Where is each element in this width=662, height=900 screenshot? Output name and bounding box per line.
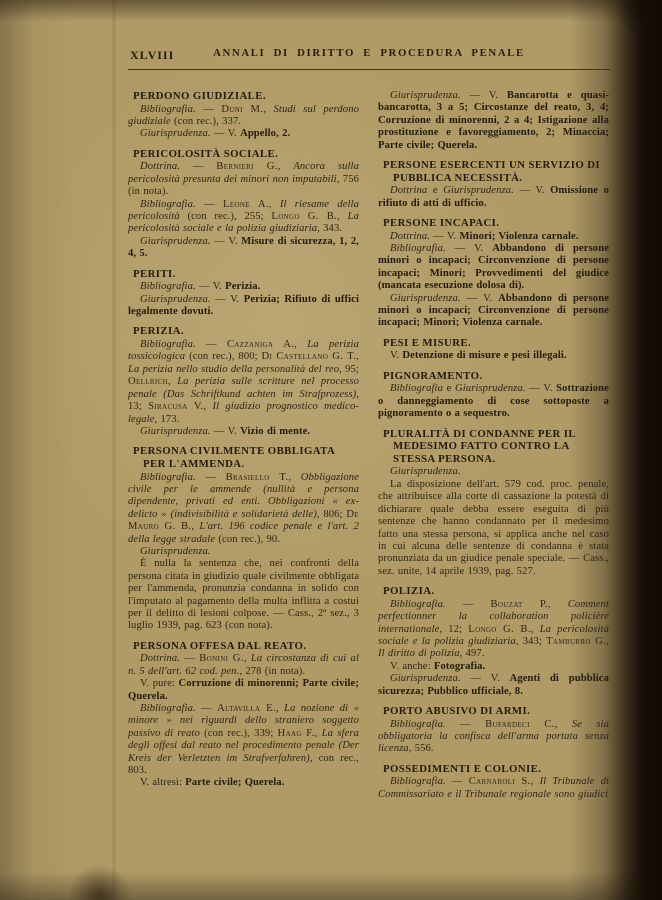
header-rule <box>128 69 610 70</box>
index-entry <box>128 325 359 438</box>
text-segment: , <box>530 776 540 788</box>
text-segment: Giurisprudenza. <box>140 293 211 305</box>
text-segment: , 497. <box>459 648 485 660</box>
page-fold-shadow <box>112 0 116 900</box>
text-segment: (con rec.), 800; <box>185 351 262 363</box>
entry-paragraph <box>128 128 359 140</box>
text-segment: Bibliografia. <box>140 281 196 293</box>
text-segment: Cazzaniga A. <box>226 339 295 351</box>
text-segment: , <box>168 376 178 388</box>
text-segment: e <box>443 383 455 395</box>
text-segment: La perizia nello studio della personalità del reo <box>128 363 340 375</box>
text-segment: Il diritto di polizia <box>378 648 460 660</box>
text-segment: De Mauro G. B. <box>128 508 360 533</box>
index-entry <box>128 90 359 141</box>
text-segment: — <box>445 598 491 610</box>
entry-heading: PLURALITÀ DI CONDANNE PER IL MEDESIMO FATTO CONTRO LA STESSA PERSONA. <box>383 427 576 465</box>
text-segment: — V. <box>513 185 551 197</box>
entry-paragraph <box>378 293 609 330</box>
entry-paragraph <box>128 281 359 293</box>
text-segment: Leone A. <box>223 198 269 210</box>
text-segment: Misure di sicurezza, 1, 2, 4, 5. <box>128 235 359 260</box>
entry-paragraph <box>128 294 359 319</box>
text-segment: — V. <box>445 243 493 255</box>
text-segment: Fotografia. <box>433 660 486 672</box>
text-segment: Longo G. B. <box>468 623 531 635</box>
entry-paragraph <box>128 558 359 632</box>
text-segment: Bibliografia. <box>390 718 446 730</box>
entry-paragraph <box>378 350 609 362</box>
text-segment: Bibliografia. <box>140 103 196 115</box>
text-segment: V. <box>390 350 403 362</box>
index-entry <box>378 337 609 363</box>
entry-heading: PERICOLOSITÀ SOCIALE. <box>133 147 279 160</box>
text-segment: — V. <box>210 128 241 140</box>
entry-paragraph <box>128 703 359 777</box>
entry-paragraph <box>378 383 609 420</box>
text-segment: Bancarotta e quasi-bancarotta, 3 a 5; Circostanze del reato, 3, 4; Corruzione di minorenni, 2 a 4; Istigazione alla prostituzione e favoreggiamento, 2; Minaccia; Parte civile; Querela. <box>378 90 609 151</box>
text-segment: — <box>180 653 200 665</box>
text-segment: Giurisprudenza. <box>390 673 461 685</box>
text-segment: , 556. <box>408 743 434 755</box>
entry-heading: PERSONE ESERCENTI UN SERVIZIO DI PUBBLICA NECESSITÀ. <box>383 159 601 184</box>
index-entry <box>128 148 359 261</box>
text-segment: , con rec., 803. <box>128 752 359 777</box>
text-segment: Bouzat P. <box>490 598 548 610</box>
text-segment: Carnaroli S. <box>468 776 531 788</box>
text-segment: — V. <box>210 293 244 305</box>
text-segment: Detenzione di misure e pesi illegali. <box>402 350 567 362</box>
text-segment: Oellrich <box>128 376 169 388</box>
text-segment: Il riesame della pericolosità <box>128 198 360 223</box>
text-segment: L'art. 196 codice penale e l'art. 2 della legge stradale <box>128 521 359 545</box>
entry-heading: PERSONA OFFESA DAL REATO. <box>133 639 307 652</box>
text-segment: — <box>195 103 222 115</box>
text-segment: La perizia sulle scritture nel processo penale (Das Schriftkund achten im Strafprozess) <box>128 376 360 400</box>
text-segment: Giurisprudenza. <box>390 466 461 478</box>
index-entry <box>128 445 359 632</box>
entry-heading: PERITI. <box>133 267 176 280</box>
text-segment: La sfera degli offesi dal reato nel procedimento penale (Der Kreis der Verletzten im Strafverfahren) <box>128 727 359 764</box>
text-segment: , 278 (in nota). <box>239 665 306 677</box>
index-entry <box>378 585 609 698</box>
text-segment: — <box>195 198 223 210</box>
text-segment: — V. <box>210 425 241 437</box>
text-segment: , <box>243 653 251 665</box>
entry-heading: POSSEDIMENTI E COLONIE. <box>383 762 542 775</box>
index-entry <box>378 763 609 801</box>
entry-paragraph <box>378 673 609 698</box>
text-segment: , 343; <box>515 635 547 647</box>
text-segment: V. altresì: <box>140 777 186 789</box>
index-entry <box>128 640 359 790</box>
text-segment: Perizia; Rifiuto di uffici legalmente dovuti. <box>128 293 359 318</box>
text-segment: La circostanza di cui al n. 5 dell'art. 62 cod. pen. <box>128 653 359 677</box>
text-segment: Bibliografia. <box>140 198 196 210</box>
text-segment: Duni M. <box>221 103 264 115</box>
text-segment: — V. <box>460 673 510 685</box>
text-segment: È nulla la sentenza che, nei confronti della persona citata in giudizio quale civilmente obbligata per l'ammenda, pronunzia condanna in solido con l'imputato al pagamento della multa inflitta a costui per il delitto di lesioni colpose. — Cass., 2ª sez., 3 luglio 1939, pag. 623 (con nota). <box>128 558 359 632</box>
entry-heading: PERDONO GIUDIZIALE. <box>133 90 266 102</box>
text-segment: Dottrina. <box>140 161 181 173</box>
text-segment: , <box>530 623 540 635</box>
text-segment: Giurisprudenza. <box>455 383 526 395</box>
text-segment: Corruzione di minorenni; Parte civile; Querela. <box>128 678 359 702</box>
entry-paragraph <box>128 472 359 546</box>
text-segment: Perizia. <box>225 281 261 293</box>
text-segment: Omissione o rifiuto di atti di ufficio. <box>378 185 609 209</box>
text-segment: — V. <box>210 235 242 247</box>
text-segment: , <box>547 598 568 610</box>
entry-paragraph <box>128 199 359 236</box>
text-segment: , <box>606 635 609 647</box>
text-segment: Appello, 2. <box>240 128 291 140</box>
entry-heading: PERIZIA. <box>133 325 184 338</box>
text-segment: , <box>337 211 348 223</box>
text-segment: Giurisprudenza. <box>390 90 461 101</box>
text-segment: Longo G. B. <box>271 211 338 223</box>
text-segment: Studi sul perdono giudiziale <box>128 103 359 127</box>
text-segment: Bibliografia <box>390 383 443 395</box>
entry-paragraph <box>128 653 359 678</box>
text-segment: , <box>314 727 322 739</box>
text-segment: , 173. <box>154 413 180 425</box>
text-segment: Ancora sulla pericolosità presunta dei minori non imputabili <box>128 161 359 185</box>
text-segment: Tamburro G. <box>546 635 607 647</box>
entry-paragraph <box>128 104 359 129</box>
index-entry <box>378 705 609 756</box>
text-segment: La pericolosità sociale e la polizia giudiziaria <box>128 211 359 235</box>
text-segment: Abbandono di persone minori o incapaci; Circonvenzione di persone incapaci; Minori; Provvedimenti del giudice (mancata esecuzione dolosa di). <box>378 243 609 292</box>
text-segment: (con rec.), 255; <box>179 211 272 223</box>
text-segment: La pericolosità sociale e la polizia giudiziaria <box>378 623 609 647</box>
text-segment: , <box>294 339 308 351</box>
text-segment: (con rec.), 337. <box>170 116 242 127</box>
text-segment: , 12; <box>439 623 469 635</box>
text-segment: Dottrina. <box>140 653 181 665</box>
text-segment: Siracusa V. <box>148 401 204 413</box>
entry-paragraph <box>128 339 359 426</box>
text-segment: Il Tribunale di Commissariato e il Tribunale regionale sono giudici <box>378 776 610 800</box>
text-segment: Giurisprudenza. <box>443 185 514 197</box>
text-segment: Bibliografia. <box>390 598 446 610</box>
text-segment: — <box>180 161 217 173</box>
text-segment: Di Castellano G. T. <box>261 351 357 363</box>
text-segment: Abbandono di persone minori o incapaci; Circonvenzione di persone incapaci; Minori; Violenza carnale. <box>378 292 609 329</box>
entry-heading: POLIZIA. <box>383 585 435 598</box>
entry-paragraph <box>128 546 359 558</box>
entry-paragraph <box>128 777 359 789</box>
text-segment: Bibliografia. <box>390 776 446 788</box>
entry-paragraph <box>128 161 359 198</box>
text-segment: Il giudizio prognostico medico-legale <box>128 401 360 425</box>
text-segment: , 343. <box>317 223 343 235</box>
text-segment: Bonini G. <box>199 653 244 665</box>
text-segment: (con rec.), 339; <box>199 727 278 739</box>
entry-paragraph <box>378 719 609 756</box>
text-segment: , <box>275 703 285 714</box>
entry-heading: PERSONE INCAPACI. <box>383 217 500 230</box>
text-segment: Obbligazione civile per le ammende (nullità e persona dipendente, privati ed enti. Obbligazioni « ex-delicto » (indivisibilità e solidarietà delle) <box>128 471 359 520</box>
page-number: XLVIII <box>130 48 175 62</box>
text-segment: Agenti di pubblica sicurezza; Pubblico ufficiale, 8. <box>378 673 609 697</box>
text-segment: , 756 (in nota). <box>128 173 359 198</box>
entry-paragraph <box>378 243 609 293</box>
text-segment: Bernieri G. <box>216 161 278 173</box>
text-segment: (con rec.), 90. <box>215 533 281 545</box>
text-segment: Brasiello T. <box>225 471 289 483</box>
text-segment: — <box>445 718 486 730</box>
entry-paragraph <box>128 236 359 261</box>
column-left <box>128 90 359 808</box>
text-segment: Haag F. <box>277 727 315 739</box>
text-segment: — <box>195 339 227 351</box>
text-segment: Giurisprudenza. <box>140 425 211 437</box>
text-segment: — <box>445 776 469 788</box>
column-right <box>378 90 609 808</box>
entry-paragraph <box>378 776 609 801</box>
text-segment: , <box>263 103 274 115</box>
text-segment: , <box>191 521 200 533</box>
text-segment: , 95; <box>339 363 359 375</box>
entry-paragraph <box>378 185 609 210</box>
text-segment: — V. <box>430 230 460 242</box>
text-segment: — V. <box>525 383 557 395</box>
index-entry <box>378 428 609 578</box>
index-entry <box>378 217 609 330</box>
text-segment: , <box>356 351 359 363</box>
text-segment: Dottrina. <box>390 230 431 242</box>
entry-paragraph <box>128 426 359 438</box>
text-segment: Comment perfectionner la collaboration policière internationale <box>378 598 609 635</box>
text-segment: Minori; Violenza carnale. <box>459 230 579 242</box>
text-segment: Parte civile; Querela. <box>185 777 285 789</box>
entry-heading: PESI E MISURE. <box>383 336 472 349</box>
text-segment: Bufardeci C. <box>485 718 555 730</box>
entry-heading: PERSONA CIVILMENTE OBBLIGATA PER L'AMMENDA. <box>133 445 335 470</box>
entry-paragraph <box>378 661 609 673</box>
page-header <box>128 47 610 63</box>
entry-paragraph <box>378 231 609 243</box>
entry-paragraph <box>378 479 609 578</box>
text-segment: Giurisprudenza. <box>390 292 461 304</box>
text-segment: — <box>195 471 226 483</box>
text-segment: Giurisprudenza. <box>140 545 211 557</box>
text-segment: — V. <box>460 90 507 101</box>
text-segment: , <box>203 401 213 413</box>
entry-paragraph <box>378 466 609 478</box>
text-segment: , 806; <box>316 508 347 520</box>
index-columns <box>128 90 610 808</box>
index-entry <box>128 268 359 319</box>
text-segment: V. pure: <box>140 678 179 690</box>
text-segment: La nozione di « minore » nei riguardi dello straniero soggetto passivo di reato <box>128 703 359 739</box>
text-segment: La perizia tossicologica <box>128 339 359 363</box>
index-entry <box>378 159 609 210</box>
entry-paragraph <box>128 678 359 703</box>
index-entry <box>378 370 609 421</box>
entry-heading: PORTO ABUSIVO DI ARMI. <box>383 704 531 717</box>
text-segment: Bibliografia. <box>140 471 196 483</box>
index-entry <box>378 90 609 152</box>
book-page <box>128 47 610 808</box>
text-segment: , 13; <box>128 388 359 413</box>
text-segment: — V. <box>195 281 226 293</box>
text-segment: Vizio di mente. <box>240 425 311 437</box>
text-segment: V. anche: <box>390 660 434 672</box>
entry-heading: PIGNORAMENTO. <box>383 369 483 382</box>
text-segment: La disposizione dell'art. 579 cod. proc. penale, che attribuisce alla corte di cassazione la potestà di dichiarare quale debba essere eseguita di più sentenze che hanno condannato per il medesimo fatto una stessa persona, si applica anche nel caso in cui alcuna delle sentenze di condanna è stata pronunziata da un giudice penale speciale. — Cass., sez. unite, 14 aprile 1939, pag. 527. <box>378 478 609 577</box>
text-segment: Bibliografia. <box>140 703 196 714</box>
running-title: ANNALI DI DIRITTO E PROCEDURA PENALE <box>213 47 525 59</box>
text-segment: Bibliografia. <box>390 243 446 255</box>
entry-paragraph <box>378 599 609 661</box>
text-segment: , <box>288 471 301 483</box>
text-segment: — <box>195 703 218 714</box>
text-segment: , <box>277 161 294 173</box>
text-segment: Dottrina <box>390 185 428 197</box>
text-segment: Bibliografia. <box>140 339 196 351</box>
text-segment: — V. <box>460 292 499 304</box>
text-segment: Altavilla E. <box>217 703 276 714</box>
text-segment: e <box>427 185 444 197</box>
text-segment: Sottrazione o danneggiamento di cose sottoposte a pignoramento o a sequestro. <box>378 383 609 420</box>
text-segment: Giurisprudenza. <box>140 235 211 247</box>
entry-paragraph <box>378 90 609 152</box>
text-segment: , <box>554 718 572 730</box>
text-segment: , <box>268 198 280 210</box>
text-segment: Giurisprudenza. <box>140 128 211 140</box>
text-segment: Se sia obbligatoria la confisca dell'arma portata senza licenza <box>378 718 609 755</box>
